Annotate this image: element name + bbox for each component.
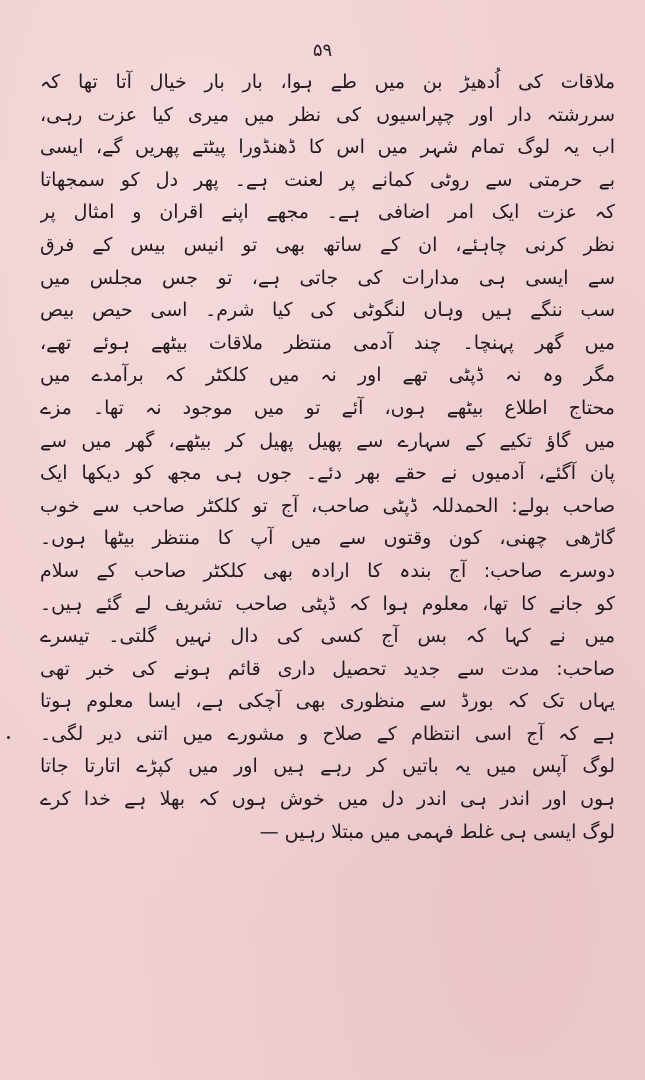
text-line: صاحب: مدت سے جدید تحصیل داری قائم ہونے کی خبر تھی bbox=[40, 657, 615, 680]
text-line: سب ننگے ہیں وہاں لنگوٹی کی کیا شرم۔ اسی حیص بیص bbox=[40, 299, 615, 322]
text-line: سے ایسی ہی مدارات کی جاتی ہے، تو جس مجلس میں bbox=[40, 266, 615, 289]
text-line: ہے کہ آج اسی انتظام کے صلاح و مشورے میں اتنی دیر لگی۔ bbox=[40, 722, 615, 745]
text-line: میں گھر پہنچا۔ چند آدمی منتظر ملاقات بیٹھے ہوئے تھے، bbox=[40, 331, 615, 354]
text-line: یہاں تک کہ بورڈ سے منظوری بھی آچکی ہے، ایسا معلوم ہوتا bbox=[40, 690, 615, 713]
text-line: گاڑھی چھنی، کون وقتوں سے میں آپ کا منتظر بیٹھا ہوں۔ bbox=[40, 527, 615, 550]
text-line: بے حرمتی سے روٹی کمانے پر لعنت ہے۔ پھر دل کو سمجھاتا bbox=[40, 168, 615, 191]
ink-speck bbox=[7, 736, 10, 739]
text-line: ملاقات کی اُدھیڑ بن میں طے ہوا، بار بار خیال آتا تھا کہ bbox=[40, 71, 615, 93]
text-line: کو جانے کا تھا، معلوم ہوا کہ ڈپٹی صاحب تشریف لے گئے ہیں۔ bbox=[40, 592, 615, 615]
page-number: ۵۹ bbox=[312, 40, 333, 61]
text-line: سررشتہ دار اور چپراسیوں کی نظر میں میری کیا عزت رہی، bbox=[40, 103, 615, 126]
text-line: لوگ ایسی ہی غلط فہمی میں مبتلا رہیں — bbox=[259, 820, 615, 843]
text-line: محتاج اطلاع بیٹھے ہوں، آئے تو میں موجود نہ تھا۔ مزے bbox=[40, 396, 615, 419]
text-line: نظر کرنی چاہئے، ان کے ساتھ بھی تو انیس بیس کے فرق bbox=[40, 233, 615, 256]
text-line: لوگ آپس میں یہ باتیں کر رہے ہیں اور میں کپڑے اتارتا جاتا bbox=[40, 755, 615, 778]
text-line: مگر وہ نہ ڈپٹی تھے اور نہ میں کلکٹر کہ برآمدے میں bbox=[40, 364, 615, 387]
page-body-text bbox=[40, 66, 615, 848]
text-line: ہوں اور اندر ہی اندر دل میں خوش ہوں کہ بھلا ہے خدا کرے bbox=[40, 788, 615, 811]
text-line: کہ عزت ایک امر اضافی ہے۔ مجھے اپنے اقران و امثال پر bbox=[40, 201, 615, 224]
text-line: پان آگئے، آدمیوں نے حقے بھر دئے۔ جوں ہی مجھ کو دیکھا ایک bbox=[40, 462, 615, 485]
text-line: اب یہ لوگ تمام شہر میں اس کا ڈھنڈورا پیٹتے پھریں گے، ایسی bbox=[40, 136, 615, 159]
text-line: صاحب بولے: الحمدللہ ڈپٹی صاحب، آج تو کلکٹر صاحب سے خوب bbox=[40, 494, 615, 517]
text-line: میں نے کہا کہ بس آج کسی کی دال نہیں گلتی۔ تیسرے bbox=[40, 625, 615, 648]
text-line: دوسرے صاحب: آج بندہ کا ارادہ بھی کلکٹر صاحب کے سلام bbox=[40, 559, 615, 582]
text-line: میں گاؤ تکیے کے سہارے سے پھیل پھیل کر بیٹھے، گھر میں سے bbox=[40, 429, 615, 452]
